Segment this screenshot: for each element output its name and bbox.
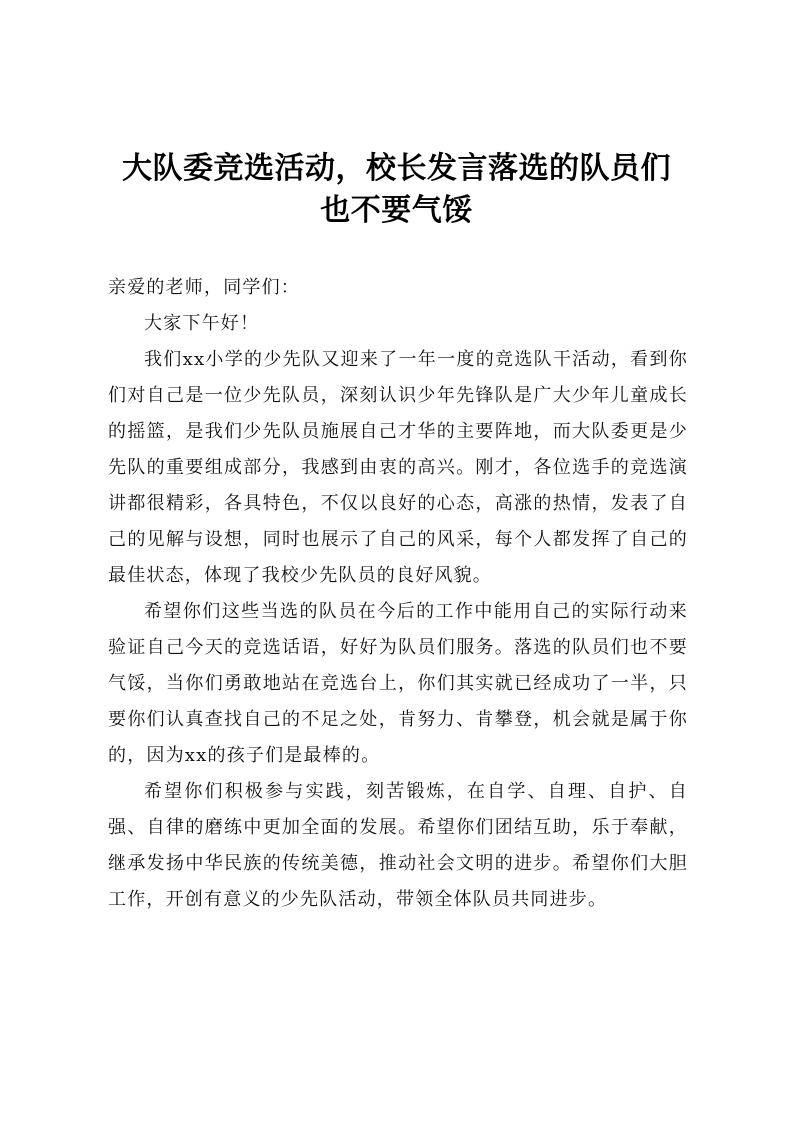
title-line-2: 也不要气馁 — [320, 193, 473, 228]
paragraph-elected-and-unelected: 希望你们这些当选的队员在今后的工作中能用自己的实际行动来验证自己今天的竞选话语，好好为队员们服务。落选的队员们也不要气馁，当你们勇敢地站在竞选台上，你们其实就已经成功了一半，只要你们认真查找自己的不足之处，肯努力、肯攀登，机会就是属于你的，因为xx的孩子们是最棒的。 — [108, 601, 688, 766]
document-body — [108, 270, 688, 918]
paragraph-intro: 我们xx小学的少先队又迎来了一年一度的竞选队干活动，看到你们对自己是一位少先队员，深刻认识少年先锋队是广大少年儿童成长的摇篮，是我们少先队员施展自己才华的主要阵地，而大队委更是少先队的重要组成部分，我感到由衷的高兴。刚才，各位选手的竞选演讲都很精彩，各具特色，不仅以良好的心态，高涨的热情，发表了自己的见解与设想，同时也展示了自己的风采，每个人都发挥了自己的最佳状态，体现了我校少先队员的良好风貌。 — [108, 349, 688, 586]
greeting-paragraph: 大家下午好！ — [144, 313, 260, 334]
document-title — [100, 148, 693, 232]
title-line-1: 大队委竞选活动，校长发言落选的队员们 — [122, 151, 671, 186]
salutation: 亲爱的老师，同学们： — [108, 277, 300, 298]
paragraph-hopes: 希望你们积极参与实践，刻苦锻炼，在自学、自理、自护、自强、自律的磨练中更加全面的发展。希望你们团结互助，乐于奉献，继承发扬中华民族的传统美德，推动社会文明的进步。希望你们大胆工作，开创有意义的少先队活动，带领全体队员共同进步。 — [108, 781, 688, 910]
